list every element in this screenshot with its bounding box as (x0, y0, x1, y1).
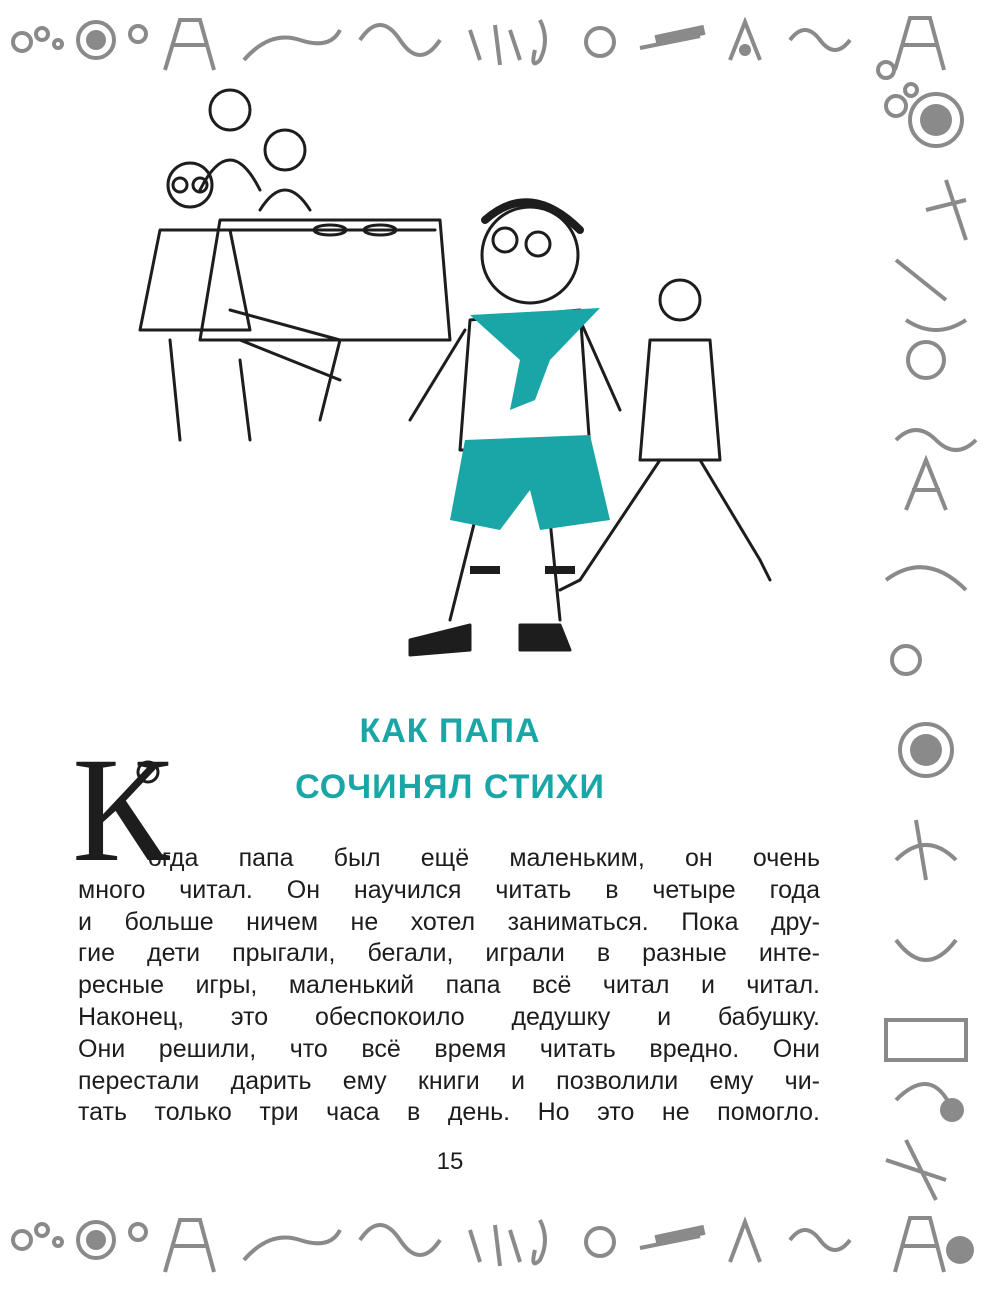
text-line: ресные игры, маленький папа всё читал и читал. (78, 971, 820, 1000)
decorative-border-right (866, 60, 986, 1220)
boy-head (482, 207, 578, 303)
girl-head (265, 130, 305, 170)
text-line: огда папа был ещё маленьким, он очень (148, 844, 820, 872)
text-line: много читал. Он научился читать в четыре года (78, 875, 820, 904)
story-body (78, 843, 820, 1129)
decorative-border-bottom (0, 1200, 986, 1299)
text-line: гие дети прыгали, бегали, играли в разные инте- (78, 939, 820, 968)
story-illustration (80, 80, 800, 680)
title-line-2: СОЧИНЯЛ СТИХИ (295, 768, 605, 806)
decorative-border-top (0, 0, 986, 80)
shorts (450, 435, 610, 530)
man-head (168, 163, 212, 207)
walking-boy-head (660, 280, 700, 320)
title-line-1: КАК ПАПА (359, 712, 541, 750)
story-title (250, 703, 650, 815)
text-line: Они решили, что всё время читать вредно. Они (78, 1034, 820, 1063)
page-number: 15 (436, 1148, 464, 1175)
text-line: Наконец, это обеспокоило дедушку и бабушку. (78, 1002, 820, 1031)
text-line: и больше ничем не хотел заниматься. Пока дру- (78, 907, 820, 936)
sailor-collar (470, 308, 600, 410)
woman-head (210, 90, 250, 130)
text-line: тать только три часа в день. Но это не помогло. (78, 1098, 820, 1127)
drop-cap-letter: К (72, 742, 170, 872)
text-line: перестали дарить ему книги и позволили ему чи- (78, 1066, 820, 1095)
table (200, 220, 450, 340)
